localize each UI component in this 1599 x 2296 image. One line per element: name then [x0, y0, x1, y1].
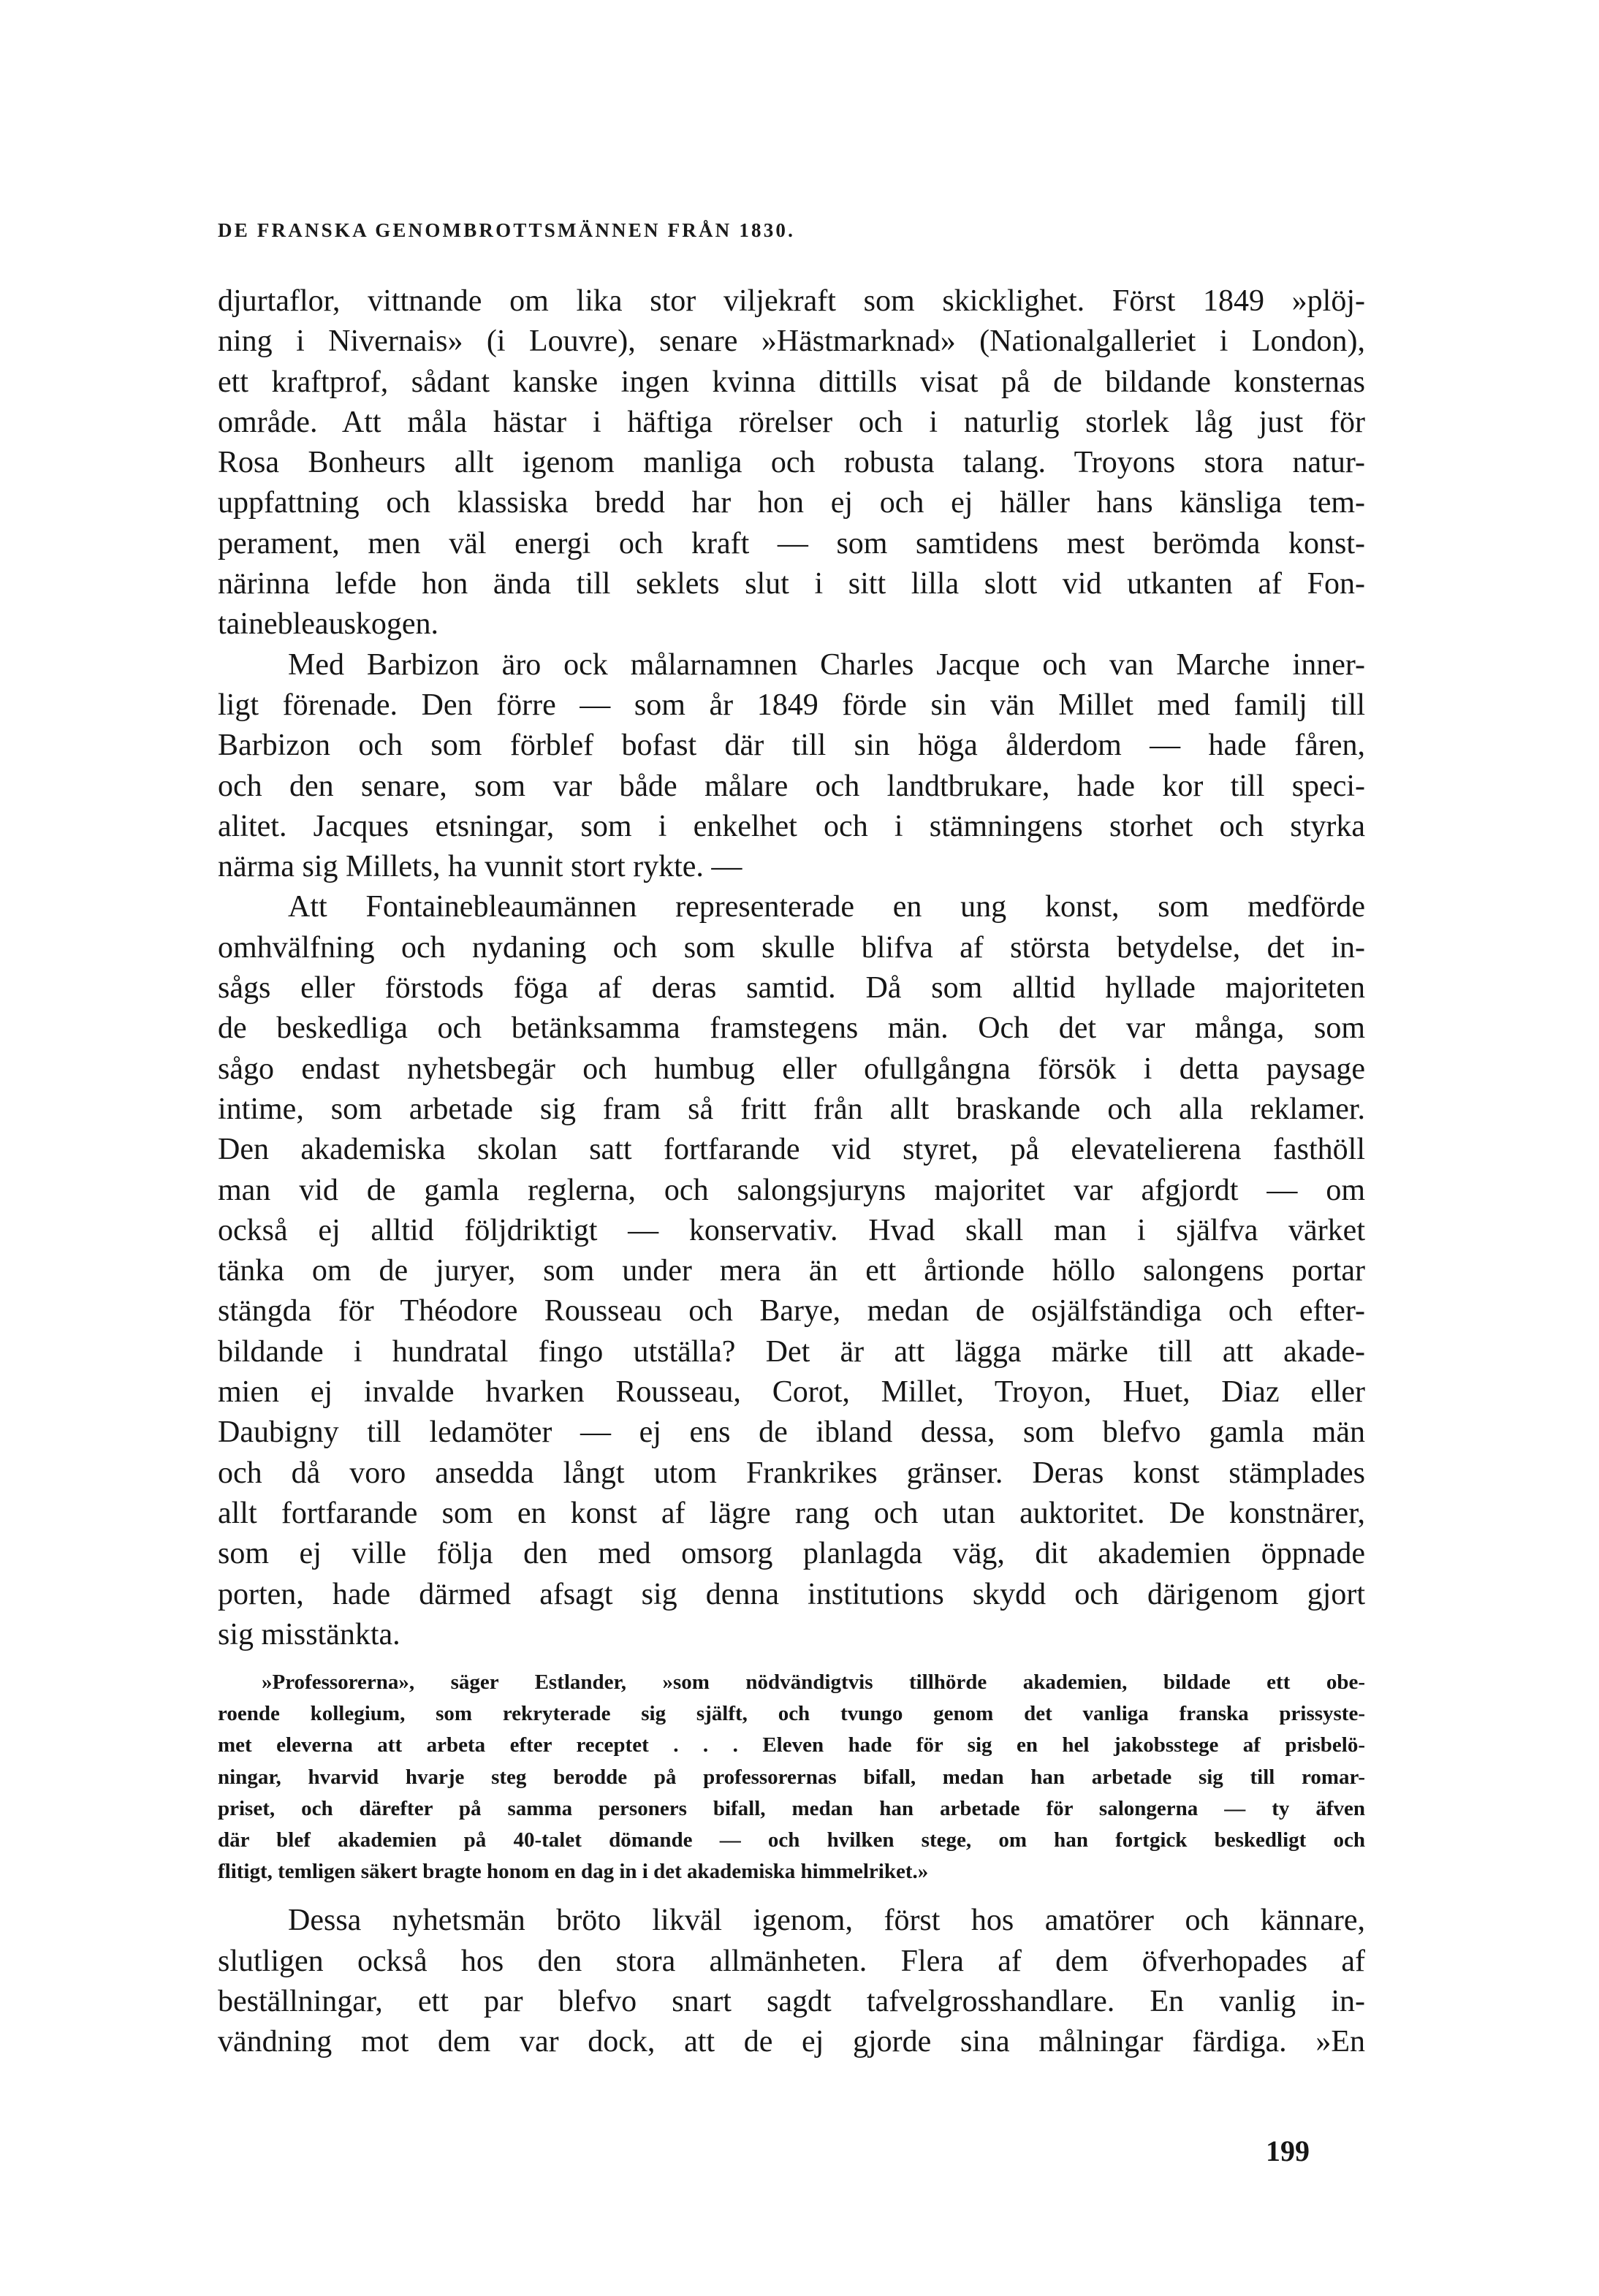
text-line: Daubigny till ledamöter — ej ens de ibland dessa, som blefvo gamla män — [218, 1415, 1365, 1450]
text-line: stängda för Théodore Rousseau och Barye, medan de osjälfständiga och efter- — [218, 1294, 1365, 1328]
text-line: Dessa nyhetsmän bröto likväl igenom, först hos amatörer och kännare, — [288, 1904, 1365, 1938]
text-line: sig misstänkta. — [218, 1617, 400, 1651]
text-line: alitet. Jacques etsningar, som i enkelhet och i stämningens storhet och styrka — [218, 809, 1365, 843]
text-line: och den senare, som var både målare och landtbrukare, hade kor till speci- — [218, 769, 1365, 803]
running-head: DE FRANSKA GENOMBROTTSMÄNNEN FRÅN 1830. — [218, 219, 796, 241]
quote-line: priset, och därefter på samma personers bifall, medan han arbetade för salongerna — ty äfven — [218, 1796, 1365, 1820]
text-line: slutligen också hos den stora allmänheten. Flera af dem öfverhopades af — [218, 1944, 1365, 1978]
text-line: Rosa Bonheurs allt igenom manliga och robusta talang. Troyons stora natur- — [218, 446, 1365, 480]
text-line: bildande i hundratal fingo utställa? Det är att lägga märke till att akade- — [218, 1334, 1365, 1369]
text-line: allt fortfarande som en konst af lägre rang och utan auktoritet. De konstnärer, — [218, 1496, 1365, 1530]
text-line: ning i Nivernais» (i Louvre), senare »Hästmarknad» (Nationalgalleriet i London), — [218, 324, 1365, 359]
text-line: närinna lefde hon ända till seklets slut i sitt lilla slott vid utkanten af Fon- — [218, 567, 1365, 601]
body-text — [218, 281, 1365, 2063]
text-line: och då voro ansedda långt utom Frankrikes gränser. Deras konst stämplades — [218, 1456, 1365, 1490]
text-line: beställningar, ett par blefvo snart sagdt tafvelgrosshandlare. En vanlig in- — [218, 1985, 1365, 2018]
text-line: omhvälfning och nydaning och som skulle blifva af största betydelse, det in- — [218, 930, 1365, 965]
text-line: perament, men väl energi och kraft — som samtidens mest berömda konst- — [218, 526, 1365, 560]
paragraph-1 — [218, 281, 1365, 645]
text-line: porten, hade därmed afsagt sig denna institutions skydd och därigenom gjort — [218, 1577, 1365, 1611]
quote-line: ningar, hvarvid hvarje steg berodde på professorernas bifall, medan han arbetade sig till romar- — [218, 1765, 1365, 1789]
text-line: de beskedliga och betänksamma framstegens män. Och det var många, som — [218, 1011, 1365, 1046]
text-line: Att Fontainebleaumännen representerade en ung konst, som medförde — [288, 890, 1365, 924]
page-number: 199 — [1266, 2135, 1310, 2167]
text-line: tänka om de juryer, som under mera än ett årtionde höllo salongens portar — [218, 1254, 1365, 1288]
text-line: sågo endast nyhetsbegär och humbug eller ofullgångna försök i detta paysage — [218, 1052, 1365, 1086]
text-line: som ej ville följa den med omsorg planlagda väg, dit akademien öppnade — [218, 1537, 1365, 1571]
paragraph-3 — [218, 887, 1365, 1655]
text-line: ligt förenade. Den förre — som år 1849 förde sin vän Millet med familj till — [218, 688, 1365, 722]
text-line: uppfattning och klassiska bredd har hon ej och ej häller hans känsliga tem- — [218, 486, 1365, 520]
block-quote — [218, 1667, 1365, 1888]
text-line: man vid de gamla reglerna, och salongsjuryns majoritet var afgjordt — om — [218, 1173, 1365, 1207]
text-line: ett kraftprof, sådant kanske ingen kvinna dittills visat på de bildande konsternas — [218, 365, 1365, 399]
text-line: sågs eller förstods föga af deras samtid. Då som alltid hyllade majoriteten — [218, 971, 1365, 1006]
quote-line: flitigt, temligen säkert bragte honom en dag in i det akademiska himmelriket.» — [218, 1860, 929, 1884]
quote-line: roende kollegium, som rekryterade sig själft, och tvungo genom det vanliga franska prissyste- — [218, 1702, 1365, 1726]
text-line: mien ej invalde hvarken Rousseau, Corot, Millet, Troyon, Huet, Diaz eller — [218, 1375, 1365, 1410]
text-line: intime, som arbetade sig fram så fritt från allt braskande och alla reklamer. — [218, 1092, 1365, 1126]
text-line: Den akademiska skolan satt fortfarande vid styret, på elevatelierena fasthöll — [218, 1133, 1365, 1167]
text-line: område. Att måla hästar i häftiga rörelser och i naturlig storlek låg just för — [218, 405, 1365, 439]
quote-line: där blef akademien på 40-talet dömande — och hvilken stege, om han fortgick beskedligt och — [218, 1828, 1365, 1852]
text-line: tainebleauskogen. — [218, 607, 439, 642]
text-line: djurtaflor, vittnande om lika stor viljekraft som skicklighet. Först 1849 »plöj- — [218, 284, 1365, 318]
text-line: vändning mot dem var dock, att de ej gjorde sina målningar färdiga. »En — [218, 2025, 1365, 2059]
paragraph-4 — [218, 1901, 1365, 2062]
text-line: Barbizon och som förblef bofast där till sin höga ålderdom — hade fåren, — [218, 729, 1365, 763]
paragraph-2 — [218, 645, 1365, 888]
quote-line: met eleverna att arbeta efter receptet . . . Eleven hade för sig en hel jakobsstege af prisbelö- — [218, 1733, 1365, 1757]
text-line: Med Barbizon äro ock målarnamnen Charles Jacque och van Marche inner- — [288, 647, 1365, 682]
quote-line: »Professorerna», säger Estlander, »som nödvändigtvis tillhörde akademien, bildade ett obe- — [262, 1670, 1365, 1695]
text-line: också ej alltid följdriktigt — konservativ. Hvad skall man i själfva värket — [218, 1213, 1365, 1247]
text-line: närma sig Millets, ha vunnit stort rykte. — — [218, 850, 742, 884]
